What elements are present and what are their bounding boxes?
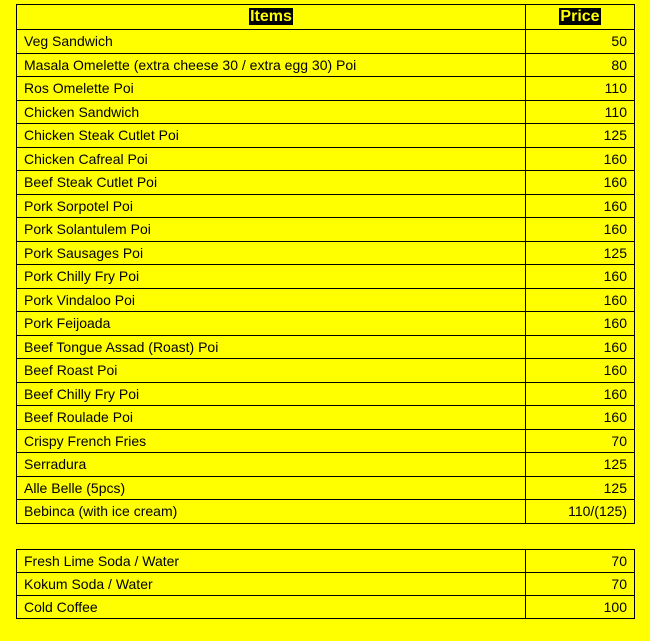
table-row bbox=[17, 335, 635, 359]
item-price: 125 bbox=[526, 124, 635, 148]
item-price: 110 bbox=[526, 100, 635, 124]
table-row bbox=[17, 429, 635, 453]
table-row bbox=[17, 573, 635, 596]
item-name: Chicken Steak Cutlet Poi bbox=[17, 124, 526, 148]
item-name: Pork Solantulem Poi bbox=[17, 218, 526, 242]
table-row bbox=[17, 550, 635, 573]
table-row bbox=[17, 312, 635, 336]
table-row bbox=[17, 100, 635, 124]
item-name: Bebinca (with ice cream) bbox=[17, 500, 526, 524]
item-price: 125 bbox=[526, 241, 635, 265]
item-name: Serradura bbox=[17, 453, 526, 477]
items-header bbox=[17, 5, 526, 30]
item-name: Beef Roulade Poi bbox=[17, 406, 526, 430]
price-header-label: Price bbox=[560, 8, 600, 25]
item-price: 160 bbox=[526, 359, 635, 383]
item-name: Pork Vindaloo Poi bbox=[17, 288, 526, 312]
table-row bbox=[17, 77, 635, 101]
item-name: Pork Sorpotel Poi bbox=[17, 194, 526, 218]
item-price: 160 bbox=[526, 147, 635, 171]
item-price: 50 bbox=[526, 30, 635, 54]
item-name: Masala Omelette (extra cheese 30 / extra egg 30) Poi bbox=[17, 53, 526, 77]
header-row bbox=[17, 5, 635, 30]
item-name: Fresh Lime Soda / Water bbox=[17, 550, 526, 573]
item-price: 125 bbox=[526, 453, 635, 477]
item-price: 160 bbox=[526, 382, 635, 406]
item-name: Kokum Soda / Water bbox=[17, 573, 526, 596]
table-row bbox=[17, 124, 635, 148]
item-price: 160 bbox=[526, 312, 635, 336]
table-row bbox=[17, 171, 635, 195]
table-row bbox=[17, 241, 635, 265]
item-price: 160 bbox=[526, 335, 635, 359]
table-row bbox=[17, 265, 635, 289]
drinks-table bbox=[16, 549, 635, 619]
table-row bbox=[17, 406, 635, 430]
table-row bbox=[17, 147, 635, 171]
price-header bbox=[526, 5, 635, 30]
item-name: Ros Omelette Poi bbox=[17, 77, 526, 101]
item-name: Pork Feijoada bbox=[17, 312, 526, 336]
item-price: 70 bbox=[526, 550, 635, 573]
item-price: 160 bbox=[526, 194, 635, 218]
item-price: 125 bbox=[526, 476, 635, 500]
item-price: 70 bbox=[526, 429, 635, 453]
item-price: 160 bbox=[526, 406, 635, 430]
table-row bbox=[17, 476, 635, 500]
item-name: Beef Steak Cutlet Poi bbox=[17, 171, 526, 195]
table-row bbox=[17, 500, 635, 524]
table-row bbox=[17, 194, 635, 218]
item-name: Beef Roast Poi bbox=[17, 359, 526, 383]
item-name: Pork Sausages Poi bbox=[17, 241, 526, 265]
item-name: Veg Sandwich bbox=[17, 30, 526, 54]
table-row bbox=[17, 218, 635, 242]
menu-table bbox=[16, 4, 635, 524]
item-price: 70 bbox=[526, 573, 635, 596]
table-row bbox=[17, 453, 635, 477]
item-name: Crispy French Fries bbox=[17, 429, 526, 453]
item-price: 110/(125) bbox=[526, 500, 635, 524]
table-row bbox=[17, 30, 635, 54]
item-name: Cold Coffee bbox=[17, 596, 526, 619]
item-name: Chicken Cafreal Poi bbox=[17, 147, 526, 171]
item-price: 80 bbox=[526, 53, 635, 77]
item-name: Chicken Sandwich bbox=[17, 100, 526, 124]
table-row bbox=[17, 596, 635, 619]
item-price: 160 bbox=[526, 218, 635, 242]
table-row bbox=[17, 53, 635, 77]
table-row bbox=[17, 359, 635, 383]
item-name: Alle Belle (5pcs) bbox=[17, 476, 526, 500]
item-price: 100 bbox=[526, 596, 635, 619]
table-row bbox=[17, 382, 635, 406]
item-price: 160 bbox=[526, 265, 635, 289]
item-price: 160 bbox=[526, 288, 635, 312]
items-header-label: Items bbox=[250, 8, 292, 25]
table-row bbox=[17, 288, 635, 312]
item-price: 110 bbox=[526, 77, 635, 101]
item-price: 160 bbox=[526, 171, 635, 195]
item-name: Beef Chilly Fry Poi bbox=[17, 382, 526, 406]
item-name: Pork Chilly Fry Poi bbox=[17, 265, 526, 289]
item-name: Beef Tongue Assad (Roast) Poi bbox=[17, 335, 526, 359]
